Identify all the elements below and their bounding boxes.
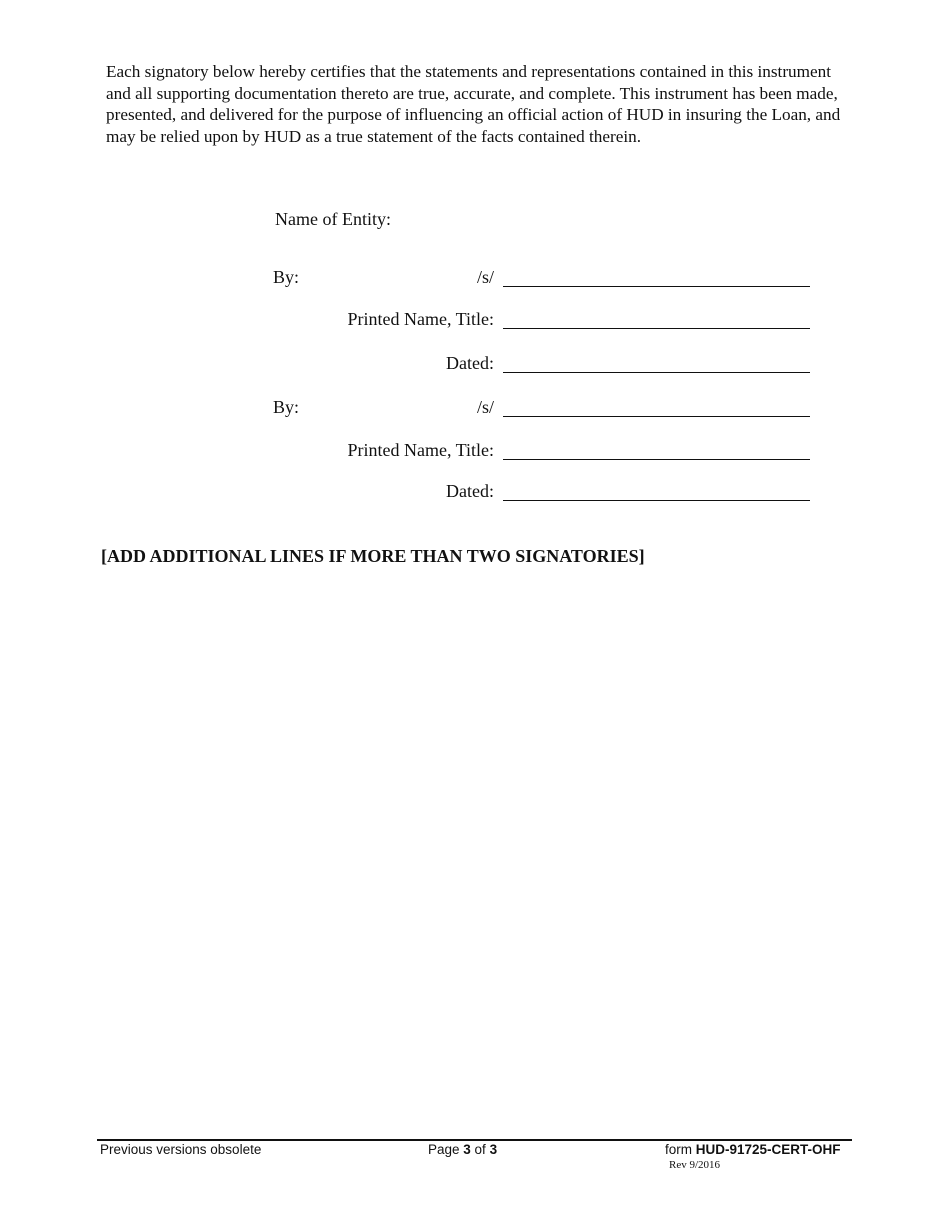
signatory-1-signature-line[interactable] bbox=[503, 286, 810, 287]
signatory-2-printed-name-row bbox=[0, 440, 950, 464]
footer-form-id bbox=[665, 1142, 841, 1157]
form-prefix: form bbox=[665, 1142, 696, 1157]
page-of: of bbox=[470, 1142, 490, 1157]
signatory-1-signature-label: /s/ bbox=[476, 267, 494, 287]
signatory-1-printed-name-row bbox=[0, 309, 950, 333]
additional-signatories-note: [ADD ADDITIONAL LINES IF MORE THAN TWO SIGNATORIES] bbox=[101, 546, 645, 566]
page-total: 3 bbox=[489, 1142, 498, 1157]
signatory-2-dated-row bbox=[0, 481, 950, 505]
signatory-1-signature-row bbox=[0, 267, 950, 291]
form-number: HUD-91725-CERT-OHF bbox=[695, 1142, 841, 1157]
footer-obsolete-notice: Previous versions obsolete bbox=[100, 1142, 262, 1157]
signatory-2-dated-label: Dated: bbox=[446, 481, 494, 501]
signatory-1-dated-line[interactable] bbox=[503, 372, 810, 373]
footer-page-number bbox=[428, 1142, 497, 1157]
signatory-2-signature-line[interactable] bbox=[503, 416, 810, 417]
signatory-1-printed-name-line[interactable] bbox=[503, 328, 810, 329]
footer-divider bbox=[97, 1139, 852, 1141]
signatory-2-printed-name-label: Printed Name, Title: bbox=[347, 440, 494, 460]
signatory-2-signature-row bbox=[0, 397, 950, 421]
signatory-1-printed-name-label: Printed Name, Title: bbox=[347, 309, 494, 329]
page-prefix: Page bbox=[428, 1142, 464, 1157]
signatory-2-dated-line[interactable] bbox=[503, 500, 810, 501]
signatory-2-signature-label: /s/ bbox=[476, 397, 494, 417]
signatory-1-dated-label: Dated: bbox=[446, 353, 494, 373]
page-current: 3 bbox=[463, 1142, 471, 1157]
footer-revision: Rev 9/2016 bbox=[669, 1159, 721, 1171]
entity-name-label: Name of Entity: bbox=[275, 209, 391, 229]
signatory-2-by-label: By: bbox=[273, 397, 300, 417]
signatory-2-printed-name-line[interactable] bbox=[503, 459, 810, 460]
certification-paragraph: Each signatory below hereby certifies that the statements and representations contained in this instrument and all supporting documentation thereto are true, accurate, and complete. This instrument has been made, presented, and delivered for the purpose of influencing an official action of HUD in insuring the Loan, and may be relied upon by HUD as a true statement of the facts contained therein. bbox=[106, 62, 841, 146]
signatory-1-dated-row bbox=[0, 353, 950, 377]
signatory-1-by-label: By: bbox=[273, 267, 300, 287]
